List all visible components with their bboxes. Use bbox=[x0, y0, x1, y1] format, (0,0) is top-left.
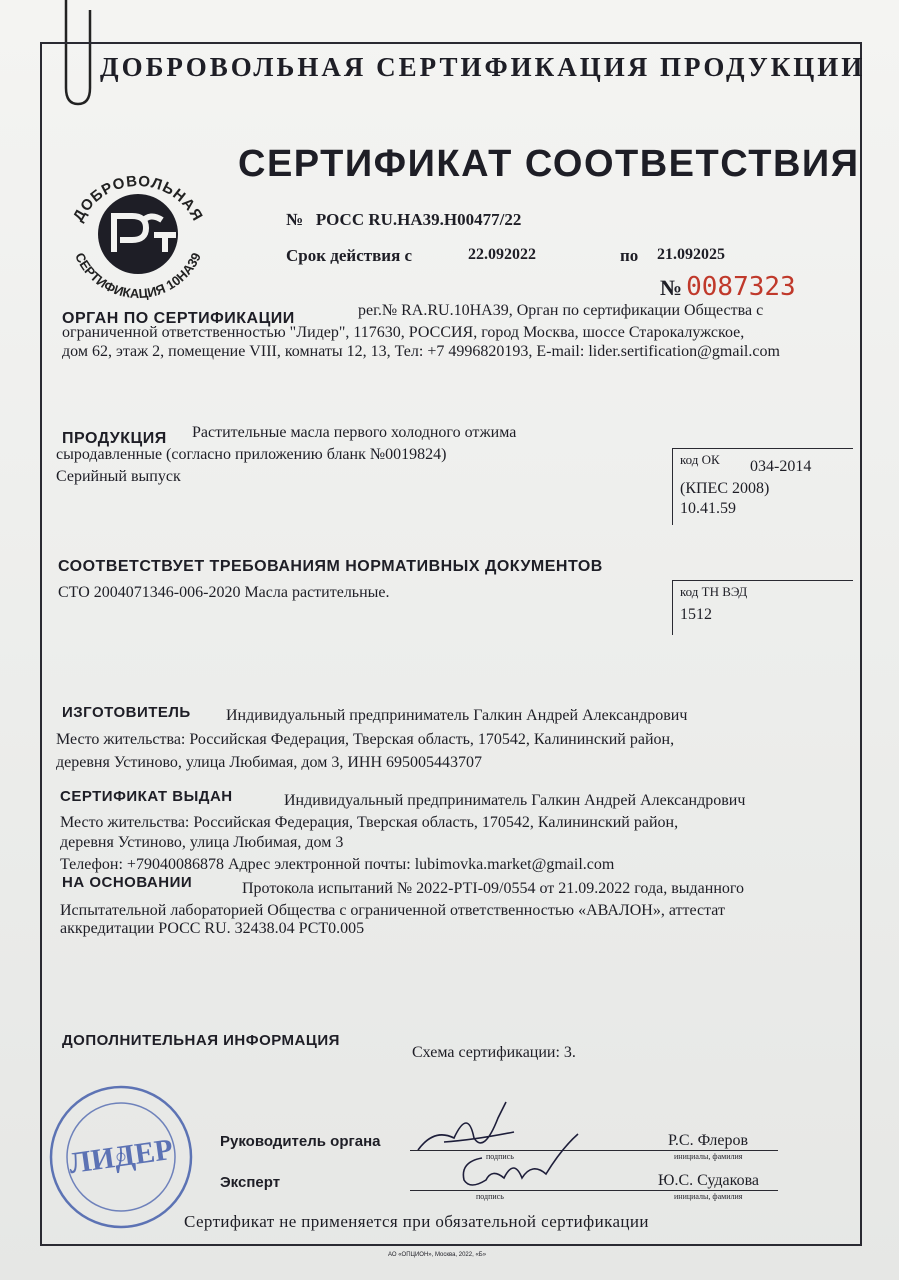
norms-line-1: СТО 2004071346-006-2020 Масла растительные. bbox=[58, 584, 390, 601]
valid-to-label: по bbox=[620, 246, 639, 265]
organ-line-2: ограниченной ответственностью "Лидер", 117630, РОССИЯ, город Москва, шоссе Старокалужское, bbox=[62, 324, 745, 341]
tnved-code: 1512 bbox=[680, 606, 712, 623]
ok-code-line-2: (КПЕС 2008) bbox=[680, 480, 770, 497]
extra-label: ДОПОЛНИТЕЛЬНАЯ ИНФОРМАЦИЯ bbox=[62, 1032, 340, 1049]
valid-to: 21.092025 bbox=[657, 246, 725, 263]
product-line-1: Растительные масла первого холодного отжима bbox=[192, 424, 517, 441]
product-line-2: сыродавленные (согласно приложению бланк №0019824) bbox=[56, 446, 447, 463]
valid-label: Срок действия с bbox=[286, 246, 413, 265]
expert-name-caption: инициалы, фамилия bbox=[674, 1192, 743, 1201]
head-name-line bbox=[618, 1150, 778, 1151]
expert-label: Эксперт bbox=[220, 1174, 281, 1191]
expert-sign-caption: подпись bbox=[476, 1192, 504, 1201]
expert-signature-icon bbox=[452, 1128, 592, 1194]
maker-label: ИЗГОТОВИТЕЛЬ bbox=[62, 704, 191, 721]
basis-label: НА ОСНОВАНИИ bbox=[62, 874, 193, 891]
cert-number-label: № bbox=[286, 210, 304, 229]
maker-name: Индивидуальный предприниматель Галкин Андрей Александрович bbox=[226, 707, 688, 724]
organ-label: ОРГАН ПО СЕРТИФИКАЦИИ bbox=[62, 310, 295, 327]
product-label: ПРОДУКЦИЯ bbox=[62, 430, 167, 447]
blank-number-label: № bbox=[660, 275, 683, 300]
maker-line-3: деревня Устиново, улица Любимая, дом 3, ИНН 695005443707 bbox=[56, 754, 483, 771]
top-title: ДОБРОВОЛЬНАЯ СЕРТИФИКАЦИЯ ПРОДУКЦИИ bbox=[100, 52, 866, 82]
norms-label: СООТВЕТСТВУЕТ ТРЕБОВАНИЯМ НОРМАТИВНЫХ ДОКУМЕНТОВ bbox=[58, 558, 603, 575]
expert-name: Ю.С. Судакова bbox=[658, 1172, 760, 1189]
issued-line-3: деревня Устиново, улица Любимая, дом 3 bbox=[60, 834, 344, 851]
head-name: Р.С. Флеров bbox=[668, 1132, 749, 1149]
expert-sign-line bbox=[410, 1190, 620, 1191]
tnved-label: код ТН ВЭД bbox=[680, 584, 748, 599]
rst-logo-icon bbox=[58, 160, 218, 310]
ok-code-label: код ОК bbox=[680, 452, 720, 467]
ok-code-line-3: 10.41.59 bbox=[680, 500, 736, 517]
basis-line-2: Испытательной лабораторией Общества с ограниченной ответственностью «АВАЛОН», аттестат bbox=[60, 902, 725, 919]
head-sign-caption: подпись bbox=[486, 1152, 514, 1161]
stamp-center-text: ЛИДЕР bbox=[66, 1132, 176, 1181]
printer-imprint: АО «ОПЦИОН», Москва, 2022, «Б» bbox=[388, 1252, 487, 1258]
product-line-3: Серийный выпуск bbox=[56, 468, 181, 485]
head-label: Руководитель органа bbox=[220, 1133, 381, 1150]
blank-number: 0087323 bbox=[686, 272, 796, 302]
maker-line-2: Место жительства: Российская Федерация, Тверская область, 170542, Калининский район, bbox=[56, 731, 675, 748]
logo-ring-top: ДОБРОВОЛЬНАЯ bbox=[69, 172, 207, 225]
footer-note: Сертификат не применяется при обязательной сертификации bbox=[184, 1212, 649, 1231]
lider-stamp-icon bbox=[46, 1082, 196, 1232]
cert-number: РОСС RU.НА39.Н00477/22 bbox=[315, 210, 522, 229]
main-title: СЕРТИФИКАТ СООТВЕТСТВИЯ bbox=[238, 143, 860, 185]
extra-text: Схема сертификации: 3. bbox=[412, 1044, 576, 1061]
organ-line-3: дом 62, этаж 2, помещение VIII, комнаты 12, 13, Тел: +7 4996820193, E-mail: lider.sertification@gmail.com bbox=[62, 343, 780, 360]
valid-from: 22.092022 bbox=[468, 246, 536, 263]
issued-line-4: Телефон: +79040086878 Адрес электронной почты: lubimovka.market@gmail.com bbox=[60, 856, 615, 873]
ok-code: 034-2014 bbox=[750, 458, 812, 475]
issued-label: СЕРТИФИКАТ ВЫДАН bbox=[60, 788, 233, 805]
issued-name: Индивидуальный предприниматель Галкин Андрей Александрович bbox=[284, 792, 746, 809]
logo-ring-bottom: СЕРТИФИКАЦИЯ 10НА39 bbox=[72, 250, 204, 302]
issued-line-2: Место жительства: Российская Федерация, Тверская область, 170542, Калининский район, bbox=[60, 814, 679, 831]
expert-name-line bbox=[618, 1190, 778, 1191]
head-name-caption: инициалы, фамилия bbox=[674, 1152, 743, 1161]
organ-line-1: рег.№ RA.RU.10НА39, Орган по сертификации Общества с bbox=[358, 302, 764, 319]
basis-line-1: Протокола испытаний № 2022-РТI-09/0554 от 21.09.2022 года, выданного bbox=[242, 880, 745, 897]
basis-line-3: аккредитации РОСС RU. 32438.04 РСТ0.005 bbox=[60, 920, 365, 937]
